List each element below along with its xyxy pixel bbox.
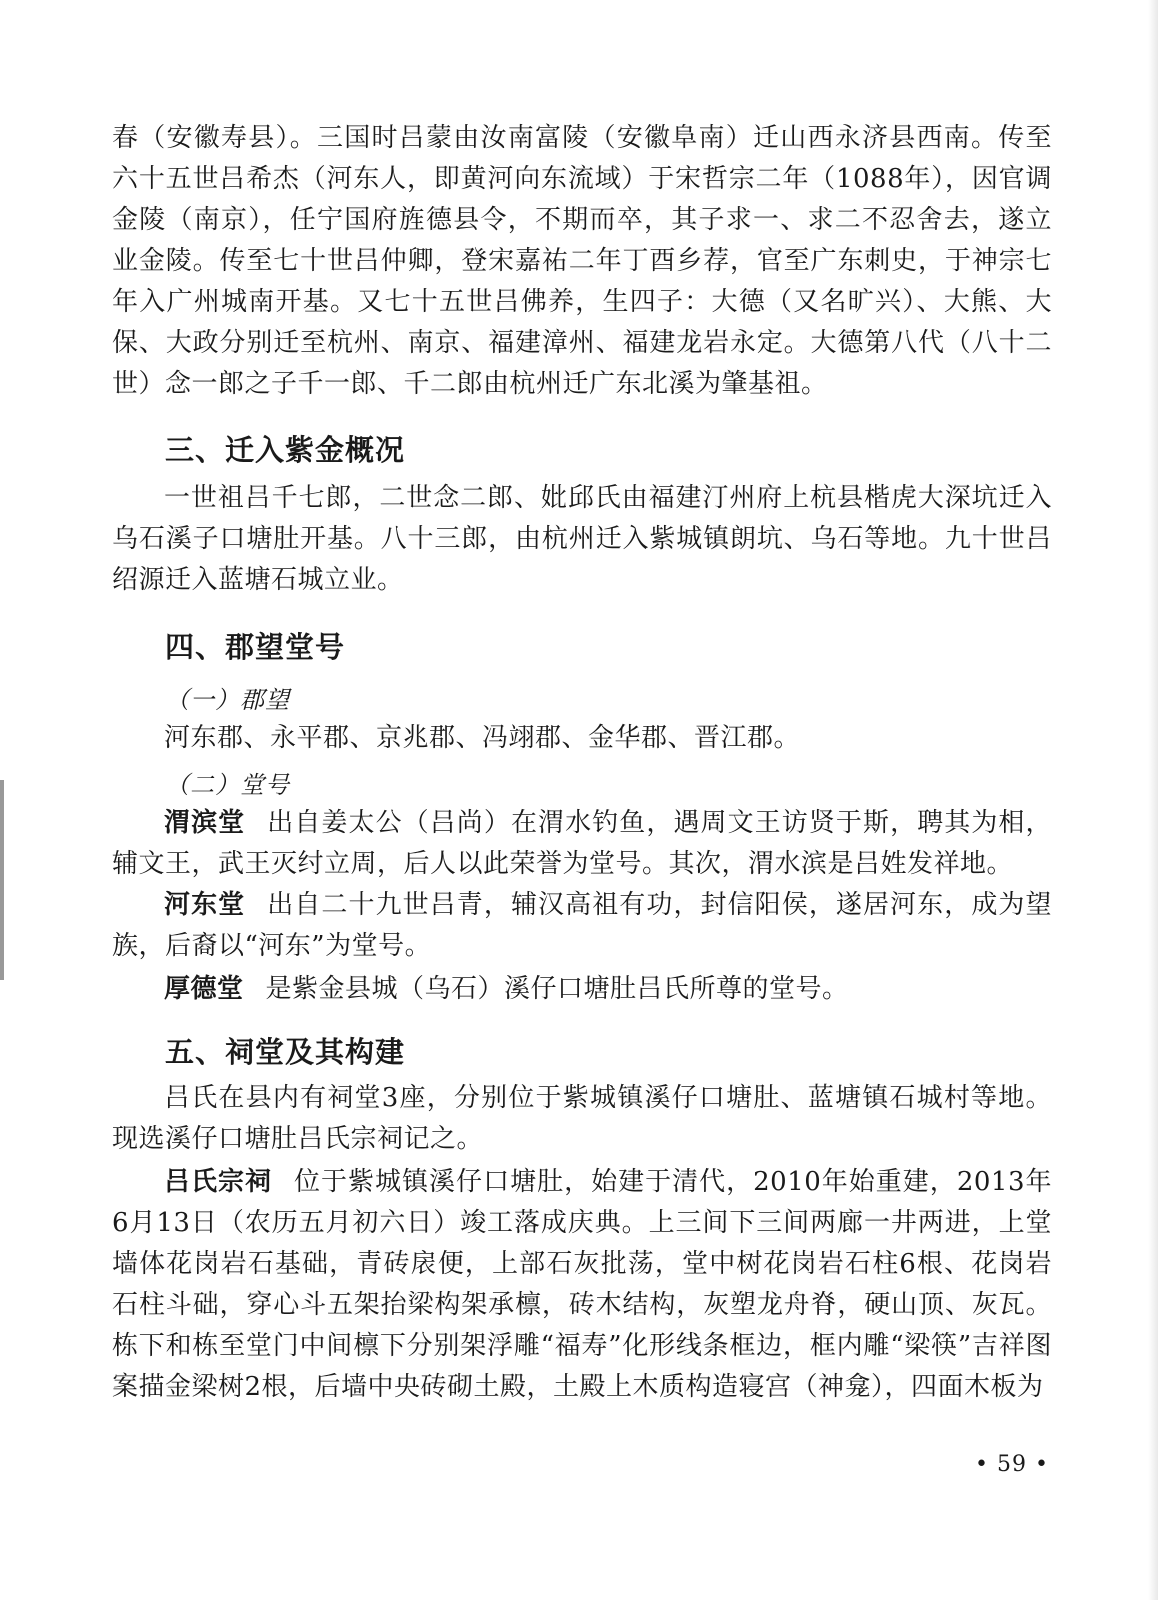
section-4-heading: 四、郡望堂号 <box>165 630 346 664</box>
lvshi-ancestral-hall-text: 位于紫城镇溪仔口塘肚，始建于清代，2010年始重建，2013年6月13日（农历五月初六日）竣工落成庆典。上三间下三间两廊一井两进，上堂墙体花岗岩石基础，青砖扆便，上部石灰批荡，堂中树花岗岩石柱6根、花岗岩石柱斗础，穿心斗五架抬梁构架承檩，砖木结构，灰塑龙舟脊，硬山顶、灰瓦。栋下和栋至堂门中间檩下分别架浮雕“福寿”化形线条框边，框内雕“梁筷”吉祥图案描金梁树2根，后墙中央砖砌土殿，土殿上木质构造寝宫（神龛），四面木板为 <box>112 1167 1052 1402</box>
lvshi-ancestral-hall-term: 吕氏宗祠 <box>164 1167 273 1197</box>
tang-houde-text: 是紫金县城（乌石）溪仔口塘肚吕氏所尊的堂号。 <box>265 974 849 1004</box>
tang-houde-entry <box>112 969 1052 1010</box>
page-number: • 59 • <box>975 1452 1049 1477</box>
page-edge-shadow <box>1148 0 1158 1600</box>
tang-hedong-text: 出自二十九世吕青，辅汉高祖有功，封信阳侯，遂居河东，成为望族，后裔以“河东”为堂号。 <box>112 890 1052 961</box>
subsection-junwang-title: （一）郡望 <box>165 686 290 714</box>
tang-houde-term: 厚德堂 <box>164 974 244 1004</box>
intro-paragraph: 春（安徽寿县）。三国时吕蒙由汝南富陵（安徽阜南）迁山西永济县西南。传至六十五世吕希杰（河东人，即黄河向东流域）于宋哲宗二年（1088年），因官调金陵（南京），任宁国府旌德县令，不期而卒，其子求一、求二不忍舍去，遂立业金陵。传至七十世吕仲卿，登宋嘉祐二年丁酉乡荐，官至广东刺史，于神宗七年入广州城南开基。又七十五世吕佛养，生四子：大德（又名旷兴）、大熊、大保、大政分别迁至杭州、南京、福建漳州、福建龙岩永定。大德第八代（八十二世）念一郎之子千一郎、千二郎由杭州迁广东北溪为肇基祖。 <box>112 123 1052 399</box>
tang-weibin-entry <box>112 803 1052 885</box>
tang-weibin-text: 出自姜太公（吕尚）在渭水钓鱼，遇周文王访贤于斯，聘其为相，辅文王，武王灭纣立周，后人以此荣誉为堂号。其次，渭水滨是吕姓发祥地。 <box>112 808 1052 879</box>
junwang-list: 河东郡、永平郡、京兆郡、冯翊郡、金华郡、晋江郡。 <box>164 723 801 753</box>
section-3-paragraph: 一世祖吕千七郎，二世念二郎、妣邱氏由福建汀州府上杭县楷虎大深坑迁入乌石溪子口塘肚开基。八十三郎，由杭州迁入紫城镇朗坑、乌石等地。九十世吕绍源迁入蓝塘石城立业。 <box>112 483 1052 595</box>
section-5-heading: 五、祠堂及其构建 <box>165 1035 406 1069</box>
section-5-paragraph: 吕氏在县内有祠堂3座，分别位于紫城镇溪仔口塘肚、蓝塘镇石城村等地。现选溪仔口塘肚吕氏宗祠记之。 <box>112 1083 1052 1154</box>
scan-edge-mark <box>0 780 4 980</box>
tang-weibin-term: 渭滨堂 <box>164 808 246 838</box>
tang-hedong-entry <box>112 885 1052 967</box>
lvshi-ancestral-hall-entry <box>112 1162 1052 1408</box>
section-3-heading: 三、迁入紫金概况 <box>165 433 406 467</box>
subsection-tanghao-title: （二）堂号 <box>165 771 290 799</box>
tang-hedong-term: 河东堂 <box>164 890 246 920</box>
